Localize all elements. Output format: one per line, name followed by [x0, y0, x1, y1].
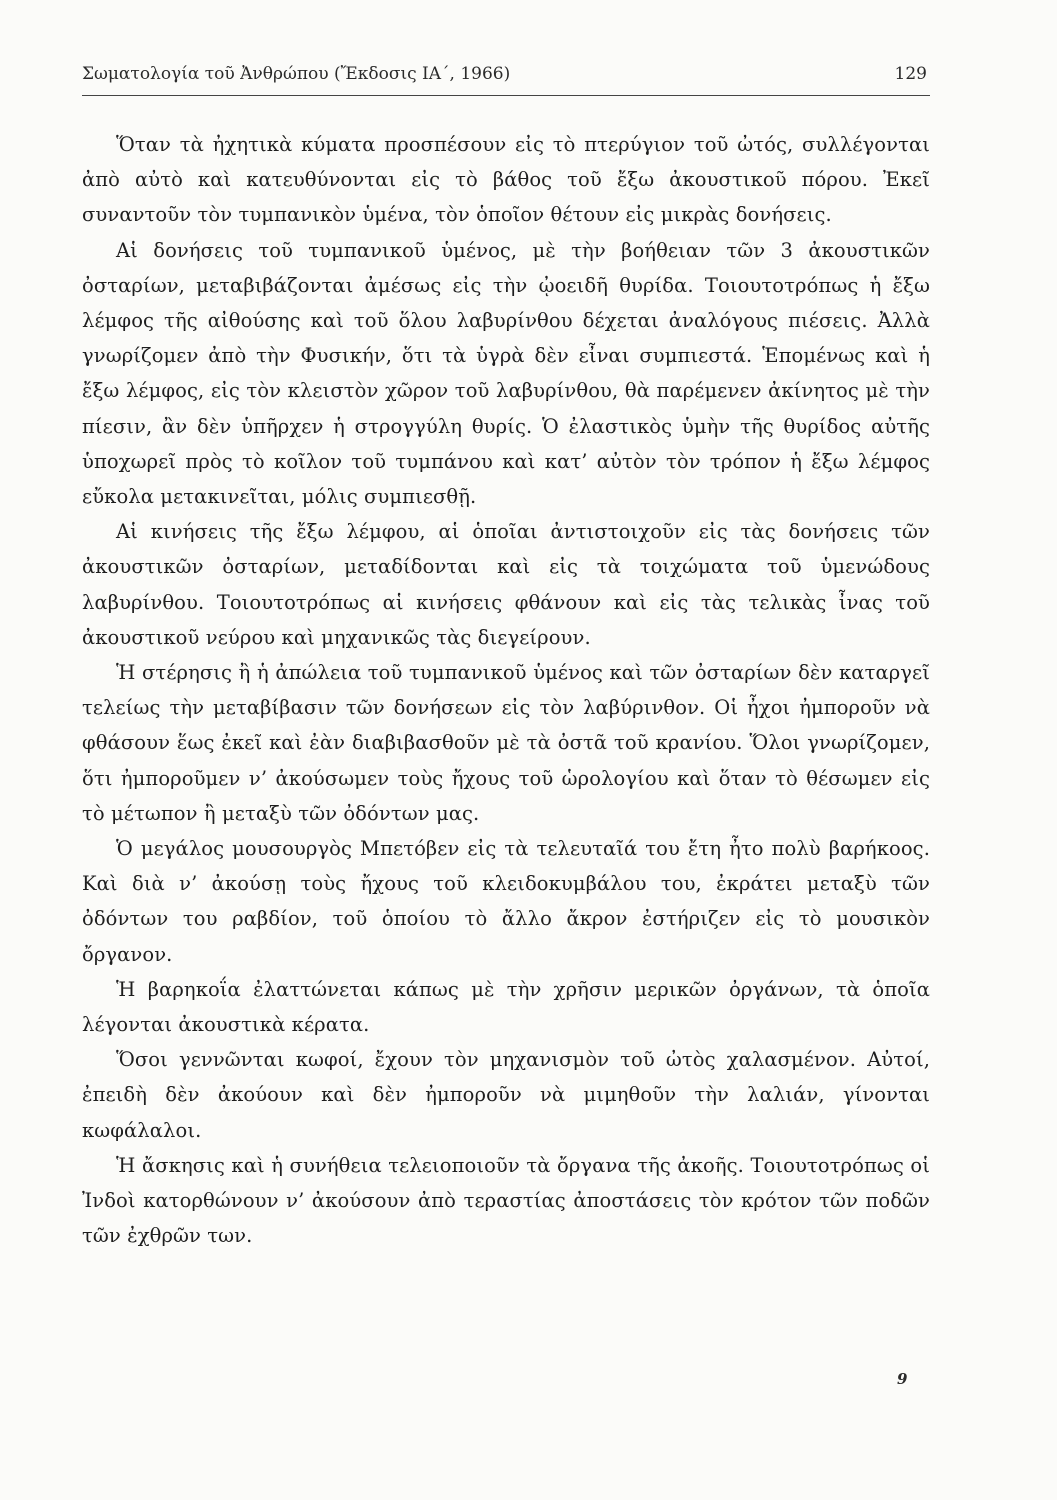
paragraph: Ἡ ἄσκησις καὶ ἡ συνήθεια τελειοποιοῦν τὰ ὄργανα τῆς ἀκοῆς. Τοιουτοτρόπως οἱ Ἰνδοὶ κατορθώνουν ν’ ἀκούσουν ἀπὸ τεραστίας ἀποστάσεις τὸν κρότον τῶν ποδῶν τῶν ἐχθρῶν των. — [82, 1153, 930, 1248]
paragraph: Ὁ μεγάλος μουσουργὸς Μπετόβεν εἰς τὰ τελευταῖά του ἔτη ἦτο πολὺ βαρήκοος. Καὶ διὰ ν’ ἀκούσῃ τοὺς ἤχους τοῦ κλειδοκυμβάλου του, ἐκράτει μεταξὺ τῶν ὀδόντων του ραβδίον, τοῦ ὁποίου τὸ ἄλλο ἄκρον ἐστήριζεν εἰς τὸ μουσικὸν ὄργανον. — [82, 837, 930, 966]
signature-mark: 9 — [897, 1370, 908, 1388]
paragraph: Ὅταν τὰ ἠχητικὰ κύματα προσπέσουν εἰς τὸ πτερύγιον τοῦ ὠτός, συλλέγονται ἀπὸ αὐτὸ καὶ κατευθύνονται εἰς τὸ βάθος τοῦ ἔξω ἀκουστικοῦ πόρου. Ἐκεῖ συναντοῦν τὸν τυμπανικὸν ὑμένα, τὸν ὁποῖον θέτουν εἰς μικρὰς δονήσεις. — [82, 133, 930, 227]
header-rule — [82, 95, 930, 96]
paragraph: Ἡ στέρησις ἢ ἡ ἀπώλεια τοῦ τυμπανικοῦ ὑμένος καὶ τῶν ὀσταρίων δὲν καταργεῖ τελείως τὴν μεταβίβασιν τῶν δονήσεων εἰς τὸν λαβύρινθον. Οἱ ἦχοι ἠμποροῦν νὰ φθάσουν ἕως ἐκεῖ καὶ ἐὰν διαβιβασθοῦν μὲ τὰ ὀστᾶ τοῦ κρανίου. Ὅλοι γνωρίζομεν, ὅτι ἠμποροῦμεν ν’ ἀκούσωμεν τοὺς ἤχους τοῦ ὡρολογίου καὶ ὅταν τὸ θέσωμεν εἰς τὸ μέτωπον ἢ μεταξὺ τῶν ὀδόντων μας. — [82, 661, 930, 825]
paragraph: Ἡ βαρηκοΐα ἐλαττώνεται κάπως μὲ τὴν χρῆσιν μερικῶν ὀργάνων, τὰ ὁποῖα λέγονται ἀκουστικὰ κέρατα. — [82, 977, 930, 1037]
paragraph: Αἱ δονήσεις τοῦ τυμπανικοῦ ὑμένος, μὲ τὴν βοήθειαν τῶν 3 ἀκουστικῶν ὀσταρίων, μεταβιβάζονται ἀμέσως εἰς τὴν ᾠοειδῆ θυρίδα. Τοιουτοτρόπως ἡ ἔξω λέμφος τῆς αἰθούσης καὶ τοῦ ὅλου λαβυρίνθου δέχεται ἀναλόγους πιέσεις. Ἀλλὰ γνωρίζομεν ἀπὸ τὴν Φυσικήν, ὅτι τὰ ὑγρὰ δὲν εἶναι συμπιεστά. Ἑπομένως καὶ ἡ ἔξω λέμφος, εἰς τὸν κλειστὸν χῶρον τοῦ λαβυρίνθου, θὰ παρέμενεν ἀκίνητος μὲ τὴν πίεσιν, ἂν δὲν ὑπῆρχεν ἡ στρογγύλη θυρίς. Ὁ ἐλαστικὸς ὑμὴν τῆς θυρίδος αὐτῆς ὑποχωρεῖ πρὸς τὸ κοῖλον τοῦ τυμπάνου καὶ κατ’ αὐτὸν τὸν τρόπον ἡ ἔξω λέμφος εὔκολα μετακινεῖται, μόλις συμπιεσθῇ. — [82, 238, 930, 509]
body-text — [82, 127, 930, 1254]
running-head — [82, 64, 927, 84]
paragraph: Αἱ κινήσεις τῆς ἔξω λέμφου, αἱ ὁποῖαι ἀντιστοιχοῦν εἰς τὰς δονήσεις τῶν ἀκουστικῶν ὀσταρίων, μεταδίδονται καὶ εἰς τὰ τοιχώματα τοῦ ὑμενώδους λαβυρίνθου. Τοιουτοτρόπως αἱ κινήσεις φθάνουν καὶ εἰς τὰς τελικὰς ἶνας τοῦ ἀκουστικοῦ νεύρου καὶ μηχανικῶς τὰς διεγείρουν. — [82, 520, 930, 649]
paragraph: Ὅσοι γεννῶνται κωφοί, ἔχουν τὸν μηχανισμὸν τοῦ ὠτὸς χαλασμένον. Αὐτοί, ἐπειδὴ δὲν ἀκούουν καὶ δὲν ἠμποροῦν νὰ μιμηθοῦν τὴν λαλιάν, γίνονται κωφάλαλοι. — [82, 1048, 930, 1142]
page-number: 129 — [894, 64, 927, 84]
running-title: Σωματολογία τοῦ Ἀνθρώπου (Ἔκδοσις ΙΑ΄, 1966) — [82, 64, 511, 84]
